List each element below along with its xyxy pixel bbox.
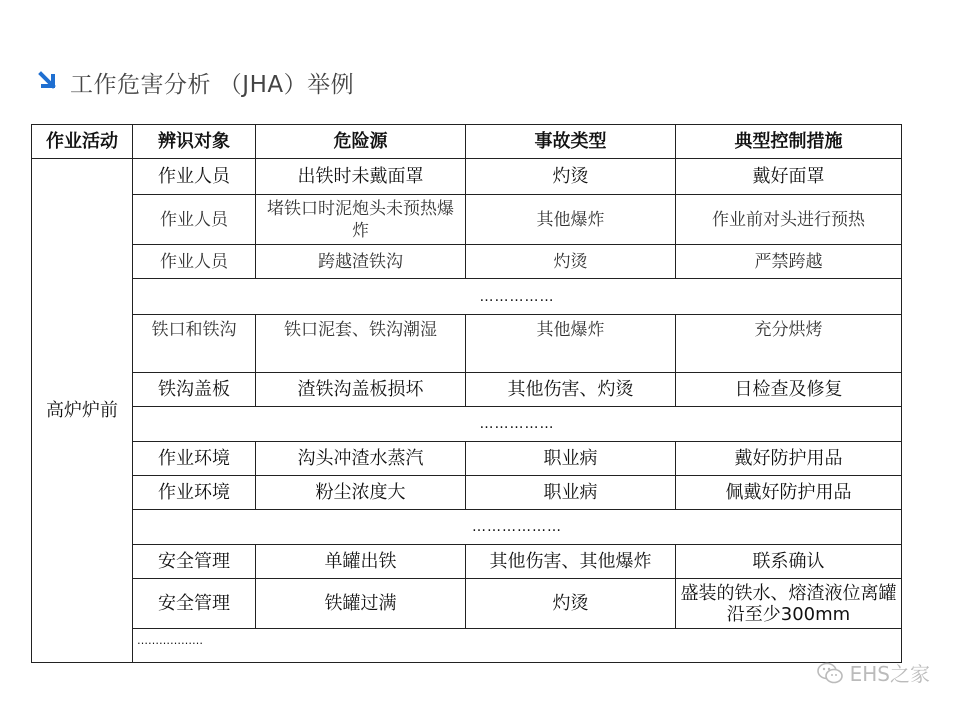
accident-cell: 灼烫 [466, 245, 676, 279]
accident-cell: 职业病 [466, 476, 676, 510]
ellipsis-cell: …………… [133, 279, 902, 315]
hazard-cell: 铁罐过满 [256, 579, 466, 629]
jha-table [31, 124, 902, 663]
accident-cell: 其他爆炸 [466, 315, 676, 373]
table-header-row [32, 125, 902, 159]
table-row [32, 476, 902, 510]
ellipsis-cell: …………… [133, 407, 902, 442]
accident-cell: 其他伤害、其他爆炸 [466, 545, 676, 579]
ellipsis-cell: ……………… [133, 510, 902, 545]
control-cell: 戴好防护用品 [676, 442, 902, 476]
object-cell: 作业人员 [133, 245, 256, 279]
control-cell: 充分烘烤 [676, 315, 902, 373]
table-row [32, 545, 902, 579]
ellipsis-row [32, 407, 902, 442]
table-row [32, 373, 902, 407]
header-hazard: 危险源 [256, 125, 466, 159]
control-cell: 联系确认 [676, 545, 902, 579]
hazard-cell: 跨越渣铁沟 [256, 245, 466, 279]
object-cell: 作业环境 [133, 442, 256, 476]
object-cell: 作业人员 [133, 159, 256, 195]
hazard-cell: 出铁时未戴面罩 [256, 159, 466, 195]
arrow-down-right-icon [38, 71, 60, 93]
hazard-cell: 堵铁口时泥炮头未预热爆炸 [256, 195, 466, 245]
control-cell: 日检查及修复 [676, 373, 902, 407]
header-control: 典型控制措施 [676, 125, 902, 159]
control-cell: 作业前对头进行预热 [676, 195, 902, 245]
object-cell: 铁口和铁沟 [133, 315, 256, 373]
header-activity: 作业活动 [32, 125, 133, 159]
accident-cell: 其他伤害、灼烫 [466, 373, 676, 407]
object-cell: 铁沟盖板 [133, 373, 256, 407]
ellipsis-row [32, 510, 902, 545]
table-row [32, 245, 902, 279]
page-title-text: 工作危害分析 （JHA）举例 [70, 71, 355, 98]
header-accident: 事故类型 [466, 125, 676, 159]
object-cell: 安全管理 [133, 579, 256, 629]
wechat-icon [816, 661, 844, 685]
activity-cell: 高炉炉前 [32, 159, 133, 663]
control-cell: 严禁跨越 [676, 245, 902, 279]
control-cell: 佩戴好防护用品 [676, 476, 902, 510]
accident-cell: 职业病 [466, 442, 676, 476]
object-cell: 作业人员 [133, 195, 256, 245]
control-cell: 戴好面罩 [676, 159, 902, 195]
control-cell: 盛装的铁水、熔渣液位离罐沿至少300mm [676, 579, 902, 629]
table-row [32, 159, 902, 195]
object-cell: 作业环境 [133, 476, 256, 510]
accident-cell: 灼烫 [466, 579, 676, 629]
ellipsis-row [32, 279, 902, 315]
header-object: 辨识对象 [133, 125, 256, 159]
hazard-cell: 单罐出铁 [256, 545, 466, 579]
table-row [32, 442, 902, 476]
table-row [32, 579, 902, 629]
watermark-text: EHS之家 [849, 662, 930, 686]
watermark [816, 658, 930, 687]
accident-cell: 灼烫 [466, 159, 676, 195]
hazard-cell: 铁口泥套、铁沟潮湿 [256, 315, 466, 373]
hazard-cell: 沟头冲渣水蒸汽 [256, 442, 466, 476]
accident-cell: 其他爆炸 [466, 195, 676, 245]
page-title [38, 66, 354, 98]
table-row [32, 315, 902, 373]
object-cell: 安全管理 [133, 545, 256, 579]
hazard-cell: 渣铁沟盖板损坏 [256, 373, 466, 407]
ellipsis-cell: ……………… [133, 629, 902, 663]
table-row [32, 195, 902, 245]
ellipsis-row [32, 629, 902, 663]
hazard-cell: 粉尘浓度大 [256, 476, 466, 510]
